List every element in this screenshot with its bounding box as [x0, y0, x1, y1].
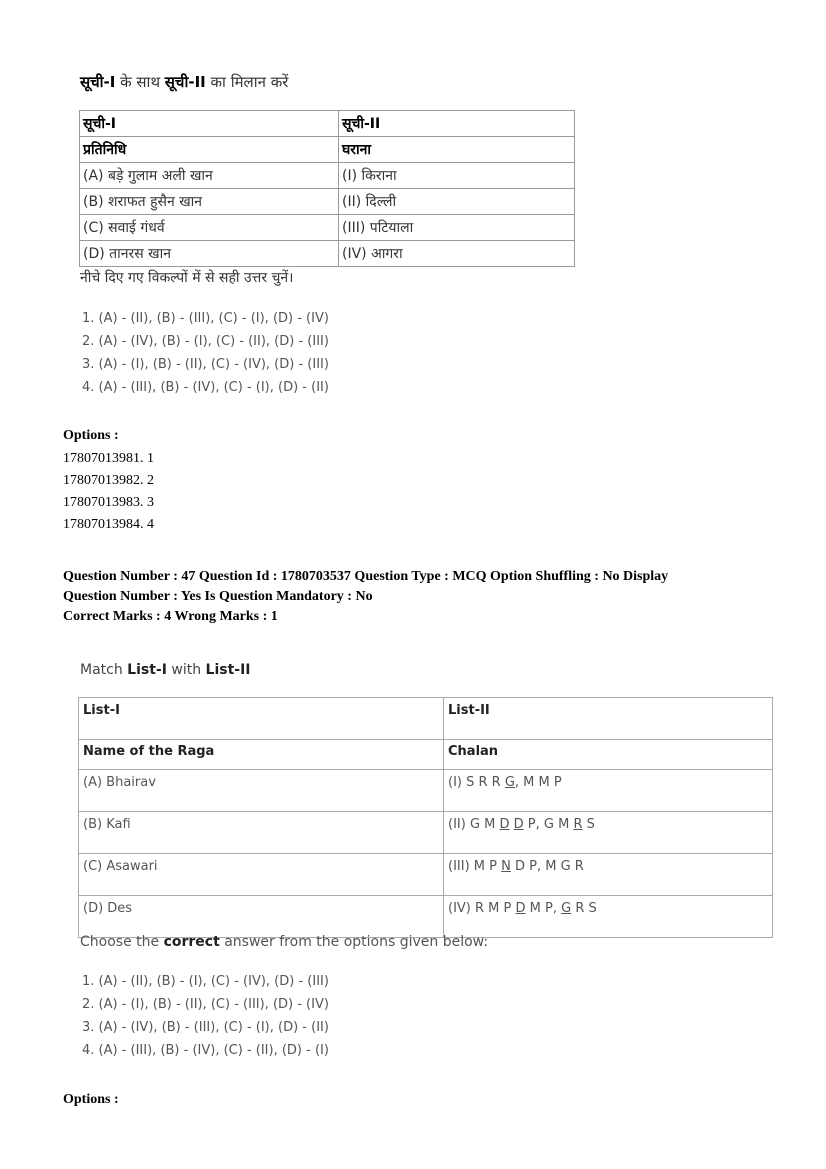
q47-instruction: Choose the correct answer from the options given below:: [80, 934, 489, 950]
list-item: 3. (A) - (I), (B) - (II), (C) - (IV), (D) - (III): [82, 357, 329, 372]
table-cell: (C) Asawari: [79, 854, 444, 896]
list-item: 2. (A) - (I), (B) - (II), (C) - (III), (D) - (IV): [82, 997, 329, 1012]
table-row: [80, 189, 575, 215]
table-row: [79, 770, 773, 812]
list-item: 4. (A) - (III), (B) - (IV), (C) - (II), (D) - (I): [82, 1043, 329, 1058]
table-row: [80, 215, 575, 241]
q47-heading-list2: List-II: [205, 662, 251, 678]
table-cell: (I) किराना: [339, 163, 575, 189]
list-item: 17807013982. 2: [63, 473, 154, 488]
q47-choices: [82, 970, 329, 1062]
table-cell: (IV) आगरा: [339, 241, 575, 267]
list-item: 17807013983. 3: [63, 495, 154, 510]
q47-heading-list1: List-I: [127, 662, 167, 678]
list-item: 1. (A) - (II), (B) - (III), (C) - (I), (D) - (IV): [82, 311, 329, 326]
table-cell: (III) M P N D P, M G R: [444, 854, 773, 896]
table-row: [80, 137, 575, 163]
q47-meta-line-3: Correct Marks : 4 Wrong Marks : 1: [63, 609, 278, 624]
q46-heading-with: के साथ: [115, 73, 165, 91]
q46-heading-match: का मिलान करें: [205, 73, 289, 91]
table-subheader-cell: घराना: [339, 137, 575, 163]
q46-match-table: [79, 110, 575, 267]
table-header-cell: सूची-I: [80, 111, 339, 137]
table-subheader-cell: प्रतिनिधि: [80, 137, 339, 163]
table-subheader-cell: Chalan: [444, 740, 773, 770]
table-row: [79, 698, 773, 740]
table-header-cell: सूची-II: [339, 111, 575, 137]
q46-heading: [80, 72, 288, 92]
table-cell: (II) दिल्ली: [339, 189, 575, 215]
table-row: [79, 854, 773, 896]
table-cell: (III) पटियाला: [339, 215, 575, 241]
list-item: 1. (A) - (II), (B) - (I), (C) - (IV), (D) - (III): [82, 974, 329, 989]
table-cell: (II) G M D D P, G M R S: [444, 812, 773, 854]
table-cell: (D) तानरस खान: [80, 241, 339, 267]
q47-meta-line-2: Question Number : Yes Is Question Mandatory : No: [63, 589, 373, 604]
q46-heading-list1: सूची-I: [80, 73, 116, 91]
table-cell: (C) सवाई गंधर्व: [80, 215, 339, 241]
q47-meta-line-1: Question Number : 47 Question Id : 1780703537 Question Type : MCQ Option Shuffling : No Display: [63, 569, 669, 584]
list-item: 17807013984. 4: [63, 517, 154, 532]
q46-heading-list2: सूची-II: [164, 73, 206, 91]
table-cell: (A) बड़े गुलाम अली खान: [80, 163, 339, 189]
table-row: [79, 740, 773, 770]
list-item: 3. (A) - (IV), (B) - (III), (C) - (I), (D) - (II): [82, 1020, 329, 1035]
q47-heading: Match List-I with List-II: [80, 662, 251, 678]
table-cell: (B) शराफत हुसैन खान: [80, 189, 339, 215]
table-cell: (A) Bhairav: [79, 770, 444, 812]
table-cell: (I) S R R G, M M P: [444, 770, 773, 812]
table-cell: (IV) R M P D M P, G R S: [444, 896, 773, 938]
list-item: 4. (A) - (III), (B) - (IV), (C) - (I), (D) - (II): [82, 380, 329, 395]
q47-options-label: Options :: [63, 1092, 119, 1107]
q46-instruction: नीचे दिए गए विकल्पों में से सही उत्तर चुनें।: [80, 270, 294, 286]
table-cell: (D) Des: [79, 896, 444, 938]
list-item: 2. (A) - (IV), (B) - (I), (C) - (II), (D) - (III): [82, 334, 329, 349]
q47-meta: [63, 567, 668, 627]
list-item: 17807013981. 1: [63, 451, 154, 466]
table-row: [79, 812, 773, 854]
table-row: [80, 111, 575, 137]
table-cell: (B) Kafi: [79, 812, 444, 854]
table-subheader-cell: Name of the Raga: [79, 740, 444, 770]
q46-choices: [82, 307, 329, 399]
q47-match-table: [78, 697, 773, 938]
table-row: [80, 241, 575, 267]
table-header-cell: List-II: [444, 698, 773, 740]
table-row: [80, 163, 575, 189]
q46-options-list: [63, 448, 154, 536]
table-row: [79, 896, 773, 938]
q46-options-label: Options :: [63, 428, 119, 443]
table-header-cell: List-I: [79, 698, 444, 740]
